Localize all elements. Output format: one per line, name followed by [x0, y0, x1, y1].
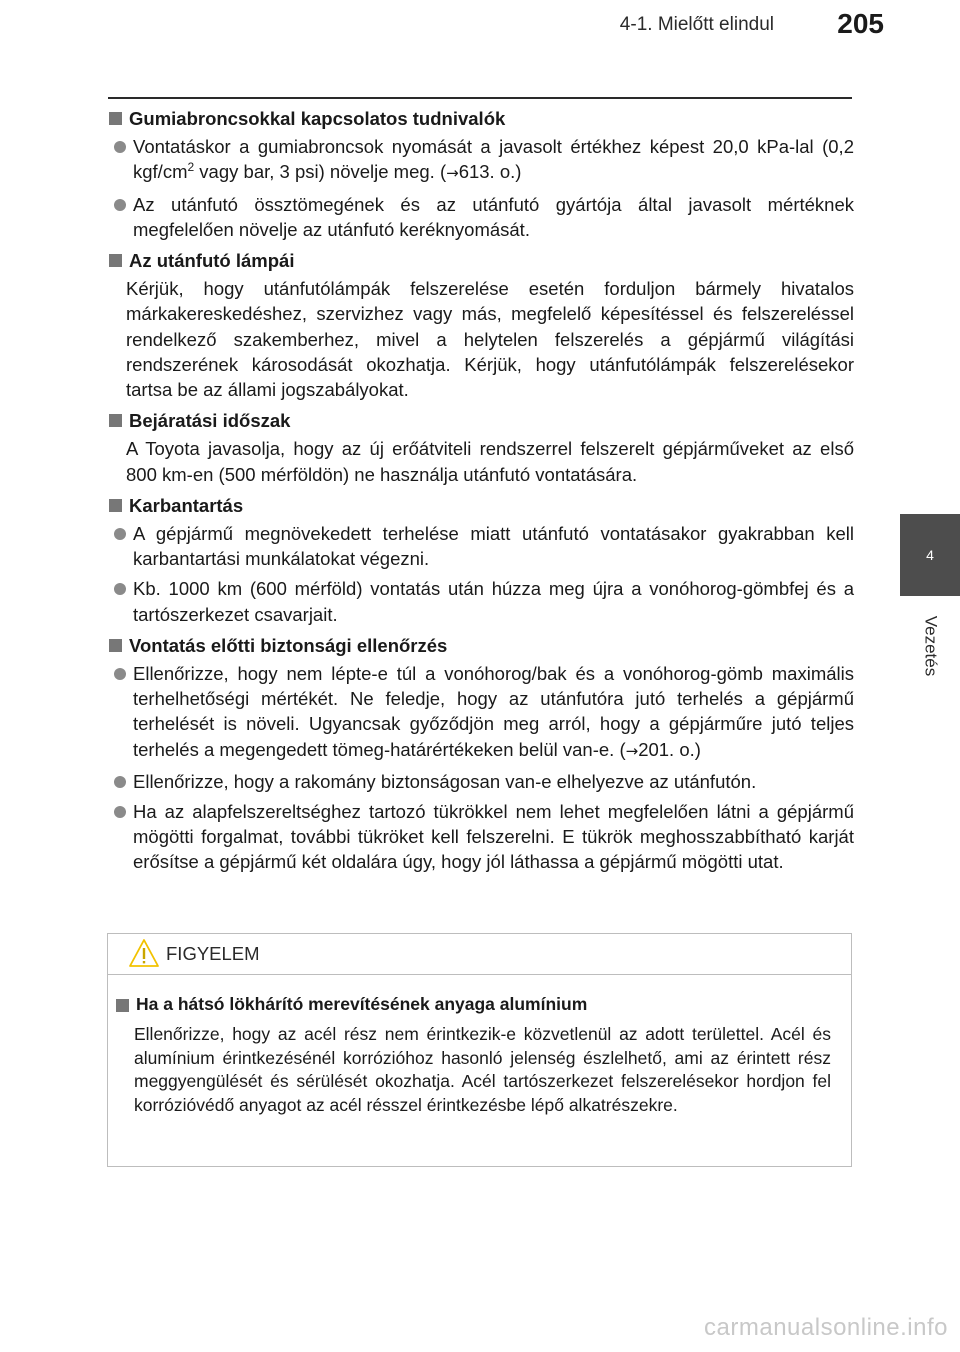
warning-paragraph: Ellenőrizze, hogy az acél rész nem érintkezik-e közvetlenül az adott területtel. Acél és alumínium érintkezésénél korrózióhoz hasonló jelenség észlelhető, ami az érintett rész meggyengülését és sérülését okozhatja. Acél tartószerkezet felszerelésekor hordjon fel korrózióvédő anyagot az acél résszel érintkezésbe lépő alkatrészekre.: [134, 1023, 831, 1116]
page-reference: 201. o.): [638, 738, 701, 760]
section-heading: [108, 106, 854, 131]
heading-square-icon: [109, 254, 122, 267]
warning-title: FIGYELEM: [166, 943, 260, 964]
chapter-title: Vezetés: [921, 615, 940, 677]
warning-box: [107, 933, 852, 1167]
bullet-item: [108, 769, 854, 794]
bullet-text: Kb. 1000 km (600 mérföld) vontatás után húzza meg újra a vonóhorog-gömbfej és a tartószerkezet csavarjait.: [133, 578, 854, 625]
warning-body: [108, 975, 851, 1118]
section-maintenance: [108, 493, 854, 627]
section-paragraph: A Toyota javasolja, hogy az új erőátviteli rendszerrel felszerelt gépjárműveket az első 800 km-en (500 mérföldön) ne használja utánfutó vontatására.: [126, 438, 854, 485]
header-section-title: 4-1. Mielőtt elindul: [619, 14, 774, 35]
warning-header: [108, 934, 851, 975]
heading-square-icon: [116, 999, 129, 1012]
bullet-text-part: vagy bar, 3 psi) növelje meg. (: [194, 161, 447, 183]
warning-heading: [112, 993, 831, 1017]
bullet-dot-icon: [114, 668, 126, 680]
watermark: carmanualsonline.info: [704, 1314, 948, 1341]
heading-square-icon: [109, 414, 122, 427]
section-heading: [108, 408, 854, 433]
section-lamps: [108, 248, 854, 402]
bullet-text: Az utánfutó össztömegének és az utánfutó gyártója által javasolt mértéknek megfelelően növelje az utánfutó keréknyomását.: [133, 193, 854, 240]
bullet-dot-icon: [114, 776, 126, 788]
warning-triangle-icon: [128, 938, 160, 968]
bullet-text: Ellenőrizze, hogy a rakomány biztonságosan van-e elhelyezve az utánfutón.: [133, 770, 757, 792]
heading-text: Vontatás előtti biztonsági ellenőrzés: [129, 634, 448, 656]
bullet-text: A gépjármű megnövekedett terhelése miatt utánfutó vontatásakor gyakrabban kell karbantartási munkálatokat végezni.: [133, 523, 854, 570]
chapter-number: 4: [926, 547, 934, 563]
section-heading: [108, 248, 854, 273]
bullet-item: [108, 576, 854, 626]
bullet-text: [133, 134, 854, 186]
page-reference: 613. o.): [458, 161, 522, 183]
section-paragraph: Kérjük, hogy utánfutólámpák felszerelése esetén forduljon bármely hivatalos márkakereskedéshez, szervizhez vagy más, megfelelő képesítéssel és felszereléssel rendelkező szakemberhez, mivel a helytelen felszerelés a gépjármű világítási rendszerének károsodását okozhatja. Kérjük, hogy utánfutólámpák felszerelésekor tartsa be az állami jogszabályokat.: [126, 278, 854, 401]
heading-text: Gumiabroncsokkal kapcsolatos tudnivalók: [129, 108, 506, 129]
bullet-text: [133, 661, 854, 764]
heading-text: Karbantartás: [129, 494, 244, 516]
bullet-text-part: Vontatáskor a gumiabroncsok nyomását a javasolt értékhez képest 20,0 kPa-lal (0,2 kgf/cm: [133, 136, 854, 183]
bullet-dot-icon: [114, 806, 126, 818]
heading-square-icon: [109, 639, 122, 652]
bullet-item: [108, 134, 854, 186]
section-safety: [108, 633, 854, 875]
header-rule: [108, 97, 852, 99]
bullet-item: [108, 799, 854, 875]
superscript: 2: [187, 160, 195, 175]
bullet-item: [108, 661, 854, 764]
main-content: [108, 106, 854, 881]
chapter-label: [908, 604, 952, 688]
heading-text: Bejáratási időszak: [129, 410, 291, 432]
arrow-icon: →: [625, 741, 639, 760]
bullet-dot-icon: [114, 528, 126, 540]
bullet-item: [108, 521, 854, 571]
section-heading: [108, 633, 854, 658]
section-tyres: [108, 106, 854, 242]
bullet-dot-icon: [114, 141, 126, 153]
heading-text: Ha a hátsó lökhárító merevítésének anyaga alumínium: [136, 994, 588, 1014]
section-breakin: [108, 408, 854, 487]
bullet-dot-icon: [114, 583, 126, 595]
bullet-item: [108, 192, 854, 242]
page-number: 205: [837, 8, 884, 39]
heading-text: Az utánfutó lámpái: [129, 250, 295, 272]
heading-square-icon: [109, 112, 122, 125]
chapter-tab: [900, 514, 960, 596]
bullet-dot-icon: [114, 199, 126, 211]
section-heading: [108, 493, 854, 518]
arrow-icon: →: [446, 164, 459, 183]
heading-square-icon: [109, 499, 122, 512]
bullet-text: Ha az alapfelszereltséghez tartozó tükrökkel nem lehet megfelelően látni a gépjármű mögötti forgalmat, további tükröket kell felszerelni. E tükrök meghosszabbítható karját erősítse a gépjármű két oldalára úgy, hogy jól láthassa a gépjármű mögötti utat.: [133, 801, 854, 873]
bullet-text-part: Ellenőrizze, hogy nem lépte-e túl a vonóhorog/bak és a vonóhorog-gömb maximális terhelhetőségi mértékét. Ne feledje, hogy az utánfutóra jutó terhelés a gépjármű terhelését is növeli. Ugyancsak győződjön meg arról, hogy a gépjárműre jutó teljes terhelés a megengedett tömeg-határértékeken belül van-e. (: [133, 663, 854, 760]
